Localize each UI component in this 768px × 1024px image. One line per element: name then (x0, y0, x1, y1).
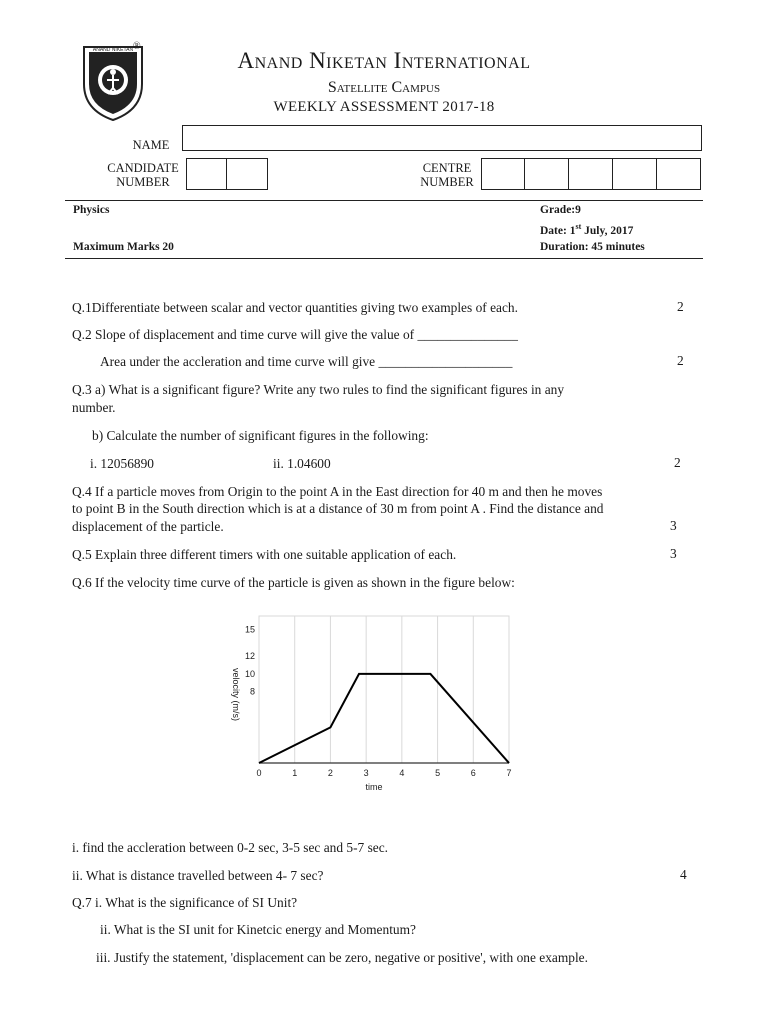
question-2-marks: 2 (677, 353, 684, 368)
question-1: Q.1Differentiate between scalar and vector quantities giving two examples of each. (72, 300, 518, 315)
velocity-line (259, 674, 509, 763)
question-3-item-ii: ii. 1.04600 (273, 456, 331, 471)
duration: Duration: 45 minutes (540, 241, 645, 253)
y-tick-label: 8 (249, 686, 255, 697)
plot-frame (259, 616, 509, 763)
question-7-part-iii: iii. Justify the statement, 'displacement can be zero, negative or positive', with one example. (96, 950, 588, 965)
question-3b: b) Calculate the number of significant figures in the following: (92, 428, 429, 443)
centre-number-box-2[interactable] (524, 158, 569, 190)
question-4-line-1: Q.4 If a particle moves from Origin to the point A in the East direction for 40 m and then he moves (72, 484, 603, 499)
svg-text:ANAND NIKETAN: ANAND NIKETAN (92, 47, 134, 53)
question-3a-line-1: Q.3 a) What is a significant figure? Write any two rules to find the significant figures in any (72, 382, 565, 397)
question-2b: Area under the accleration and time curve will give ____________________ (100, 354, 513, 369)
question-4-line-3: displacement of the particle. (72, 519, 224, 534)
question-6-marks: 4 (680, 867, 687, 882)
candidate-number-box-1[interactable] (186, 158, 227, 190)
question-7-part-i: Q.7 i. What is the significance of SI Unit? (72, 895, 298, 910)
x-tick-label: 6 (470, 768, 476, 778)
candidate-number-box-2[interactable] (226, 158, 268, 190)
question-2a: Q.2 Slope of displacement and time curve will give the value of _______________ (72, 327, 518, 342)
centre-number-box-3[interactable] (568, 158, 613, 190)
question-5-marks: 3 (670, 546, 677, 561)
x-tick-label: 5 (435, 768, 441, 778)
x-tick-label: 0 (256, 768, 262, 778)
x-tick-label: 2 (327, 768, 333, 778)
name-label: NAME (132, 138, 170, 152)
question-4-line-2: to point B in the South direction which is at a distance of 30 m from point A . Find the distance and (72, 501, 604, 516)
assessment-title: WEEKLY ASSESSMENT 2017-18 (273, 99, 495, 115)
question-7-part-ii: ii. What is the SI unit for Kinetcic energy and Momentum? (100, 922, 416, 937)
name-field[interactable] (182, 125, 702, 151)
velocity-time-graph (225, 602, 525, 802)
question-4-marks: 3 (670, 518, 677, 533)
question-6-part-ii: ii. What is distance travelled between 4- 7 sec? (72, 868, 324, 883)
x-tick-label: 4 (399, 768, 405, 778)
y-tick-label: 12 (244, 651, 255, 662)
centre-number-box-4[interactable] (612, 158, 657, 190)
school-logo (80, 44, 146, 122)
y-tick-label: 10 (244, 668, 255, 679)
centre-number-label: CENTRE NUMBER (420, 161, 474, 189)
question-5: Q.5 Explain three different timers with one suitable application of each. (72, 547, 457, 562)
question-1-marks: 2 (677, 299, 684, 314)
y-axis-label: velocity (m/s) (231, 667, 241, 722)
x-tick-label: 7 (506, 768, 512, 778)
grade: Grade:9 (540, 204, 581, 216)
divider-bottom (65, 258, 703, 259)
x-tick-label: 3 (363, 768, 369, 778)
y-tick-label: 15 (244, 624, 255, 635)
school-name: Anand Niketan International (237, 48, 531, 73)
question-6: Q.6 If the velocity time curve of the particle is given as shown in the figure below: (72, 575, 515, 590)
candidate-number-label: CANDIDATE NUMBER (107, 161, 179, 189)
question-6-part-i: i. find the accleration between 0-2 sec, 3-5 sec and 5-7 sec. (72, 840, 389, 855)
centre-number-box-1[interactable] (481, 158, 525, 190)
question-3-item-i: i. 12056890 (90, 456, 154, 471)
campus-name: Satellite Campus (327, 79, 441, 96)
question-3a-line-2: number. (72, 400, 116, 415)
question-3-marks: 2 (674, 455, 681, 470)
divider-top (65, 200, 703, 201)
x-axis-label: time (365, 782, 383, 792)
centre-number-box-5[interactable] (656, 158, 701, 190)
x-tick-label: 1 (292, 768, 298, 778)
exam-date: Date: 1st July, 2017 (540, 222, 634, 237)
max-marks: Maximum Marks 20 (73, 241, 174, 253)
registered-mark: ® (133, 41, 141, 52)
subject: Physics (73, 204, 110, 216)
